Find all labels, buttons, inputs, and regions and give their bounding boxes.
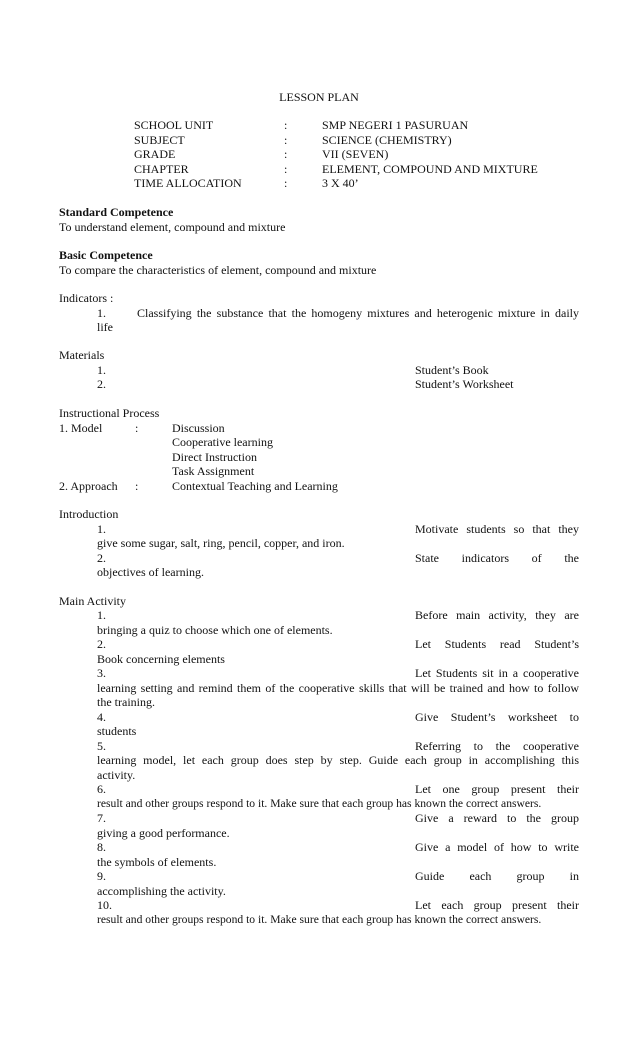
standard-competence-heading: Standard Competence <box>59 205 174 219</box>
item-text-cont: the symbols of elements. <box>97 854 217 869</box>
item-text: Referring to the cooperative <box>415 738 579 753</box>
list-item <box>97 522 579 537</box>
item-number: 1. <box>97 608 106 622</box>
standard-competence-text: To understand element, compound and mixture <box>59 219 286 234</box>
item-text: Give Student’s worksheet to <box>415 709 579 724</box>
info-value: SMP NEGERI 1 PASURUAN <box>322 118 469 132</box>
model-item: Cooperative learning <box>172 435 273 449</box>
item-text-cont: giving a good performance. <box>97 825 230 840</box>
info-row-subject <box>0 133 638 148</box>
item-text-cont: the training. <box>97 695 155 709</box>
model-item: Task Assignment <box>172 464 255 478</box>
indicator-number: 1. <box>97 305 106 320</box>
item-text-cont: learning setting and remind them of the cooperative skills that will be trained and how to follow <box>97 680 579 695</box>
info-separator: : <box>284 176 288 190</box>
item-number: 1. <box>97 362 106 377</box>
item-text: Motivate students so that they <box>415 521 579 536</box>
list-item <box>97 739 579 754</box>
introduction-heading: Introduction <box>59 507 119 521</box>
list-item <box>97 377 579 392</box>
indicator-text-cont: life <box>97 320 113 334</box>
list-item <box>97 782 579 797</box>
info-label: SUBJECT <box>134 132 185 147</box>
list-item <box>97 840 579 855</box>
list-item <box>97 869 579 884</box>
info-row-grade <box>0 147 638 162</box>
item-text-cont: activity. <box>97 767 136 782</box>
item-number: 5. <box>97 738 106 753</box>
item-number: 7. <box>97 811 106 825</box>
model-item: Direct Instruction <box>172 449 257 464</box>
info-value: ELEMENT, COMPOUND AND MIXTURE <box>322 161 538 176</box>
item-text: Let each group present their <box>415 898 579 912</box>
item-text-cont: accomplishing the activity. <box>97 883 226 898</box>
item-text: Guide each group in <box>415 869 579 883</box>
info-separator: : <box>284 147 288 161</box>
item-text: Before main activity, they are <box>415 608 579 622</box>
instructional-process-heading: Instructional Process <box>59 406 160 420</box>
list-item <box>97 551 579 566</box>
materials-heading: Materials <box>59 348 105 362</box>
info-label: CHAPTER <box>134 161 189 176</box>
list-item <box>97 666 579 681</box>
item-text-cont: result and other groups respond to it. Make sure that each group has known the correct answers. <box>97 912 542 926</box>
item-text: Student’s Book <box>415 362 489 377</box>
item-number: 4. <box>97 709 106 724</box>
item-text-cont: students <box>97 724 137 738</box>
item-text: State indicators of the <box>415 550 579 565</box>
item-number: 10. <box>97 898 112 912</box>
item-number: 2. <box>97 377 106 391</box>
item-text-cont: objectives of learning. <box>97 565 204 579</box>
item-number: 9. <box>97 869 106 883</box>
item-text: Give a model of how to write <box>415 840 579 854</box>
item-text: Let Students sit in a cooperative <box>415 666 579 680</box>
approach-value: Contextual Teaching and Learning <box>172 478 338 493</box>
approach-label: 2. Approach <box>59 478 118 493</box>
item-number: 2. <box>97 637 106 651</box>
list-item <box>97 637 579 652</box>
basic-competence-text: To compare the characteristics of element, compound and mixture <box>59 262 377 277</box>
item-text: Student’s Worksheet <box>415 377 514 391</box>
info-separator: : <box>284 161 288 176</box>
list-item <box>97 898 579 913</box>
list-item <box>97 811 579 826</box>
info-value: 3 X 40’ <box>322 176 359 190</box>
info-value: SCIENCE (CHEMISTRY) <box>322 132 452 147</box>
info-separator: : <box>284 132 288 147</box>
document-title: LESSON PLAN <box>279 90 359 104</box>
item-text: Let one group present their <box>415 782 579 796</box>
info-label: TIME ALLOCATION <box>134 176 242 190</box>
item-number: 6. <box>97 782 106 796</box>
model-label: 1. Model <box>59 420 103 435</box>
item-number: 1. <box>97 521 106 536</box>
basic-competence-heading: Basic Competence <box>59 248 153 262</box>
list-item <box>97 608 579 623</box>
model-item: Discussion <box>172 420 225 435</box>
model-separator: : <box>135 420 139 435</box>
item-text-cont: bringing a quiz to choose which one of elements. <box>97 622 333 637</box>
info-separator: : <box>284 118 288 132</box>
info-row-school-unit <box>0 118 638 133</box>
list-item <box>97 710 579 725</box>
list-item <box>97 363 579 378</box>
item-number: 3. <box>97 666 106 680</box>
info-label: SCHOOL UNIT <box>134 118 214 132</box>
approach-separator: : <box>135 478 139 493</box>
item-number: 2. <box>97 550 106 565</box>
indicators-heading: Indicators : <box>59 291 114 305</box>
main-activity-heading: Main Activity <box>59 593 126 608</box>
item-text-cont: learning model, let each group does step by step. Guide each group in accomplishing this <box>97 753 579 767</box>
info-label: GRADE <box>134 147 176 161</box>
item-text: Give a reward to the group <box>415 811 579 825</box>
info-value: VII (SEVEN) <box>322 147 389 161</box>
item-text-cont: Book concerning elements <box>97 651 225 666</box>
info-row-chapter <box>0 162 638 177</box>
item-text-cont: give some sugar, salt, ring, pencil, copper, and iron. <box>97 536 345 550</box>
indicator-text: Classifying the substance that the homogeny mixtures and heterogenic mixture in daily <box>137 305 579 320</box>
item-text: Let Students read Student’s <box>415 637 579 651</box>
info-row-time-allocation <box>0 176 638 191</box>
item-number: 8. <box>97 840 106 854</box>
item-text-cont: result and other groups respond to it. Make sure that each group has known the correct answers. <box>97 796 542 810</box>
